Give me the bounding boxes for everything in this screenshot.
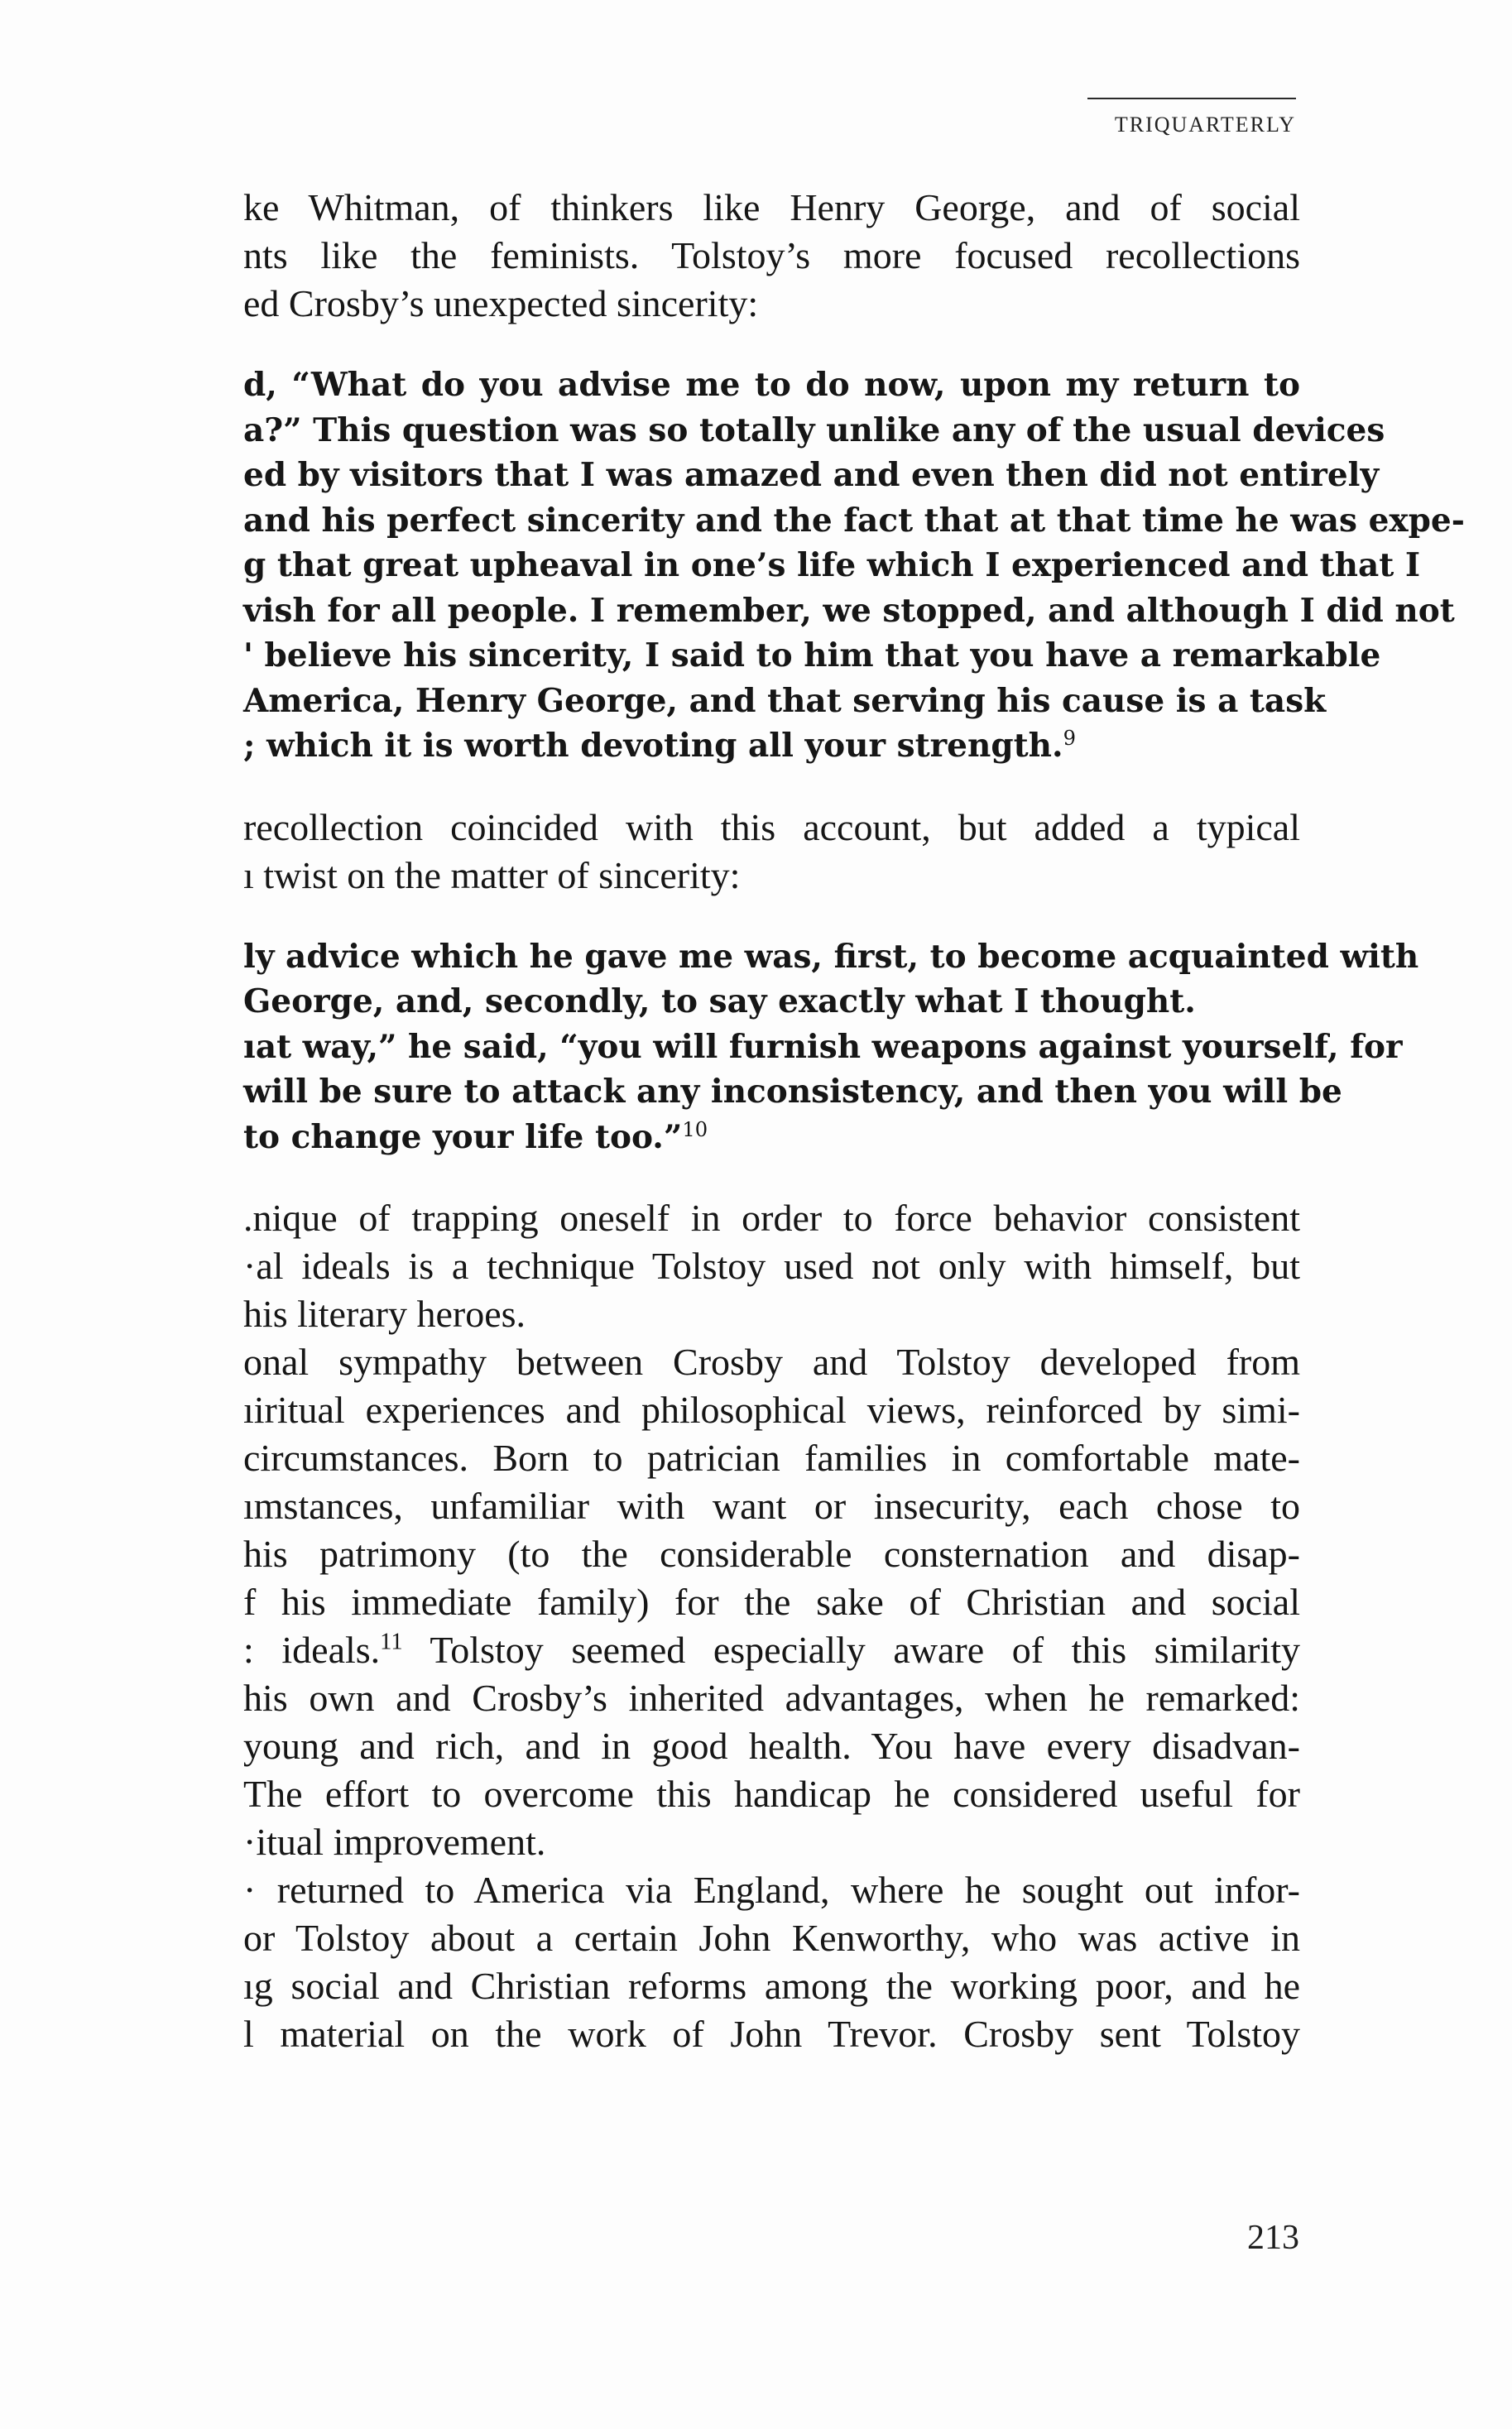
quote-line — [243, 362, 1300, 408]
quote-line — [243, 679, 1327, 724]
quote-line — [243, 633, 1381, 679]
page-header — [1087, 98, 1296, 137]
line-text: ı twist on the matter of sincerity: — [243, 853, 741, 896]
line-text: George, and, secondly, to say exactly what I thought. — [243, 982, 1196, 1020]
quote-line — [243, 979, 1300, 1025]
text-line — [243, 1722, 1300, 1770]
text-line — [243, 280, 1300, 328]
line-text: ·al ideals is a technique Tolstoy used not only with himself, but — [243, 1245, 1300, 1287]
text-line — [243, 1530, 1300, 1578]
line-text: g that great upheaval in one’s life which I experienced and that I — [243, 546, 1421, 584]
text-line — [243, 1770, 1300, 1818]
line-text: ed by visitors that I was amazed and even then did not entirely — [243, 456, 1380, 494]
text-line — [243, 1290, 1300, 1338]
text-line — [243, 1962, 1300, 2010]
text-line — [243, 184, 1300, 232]
body-paragraph — [243, 804, 1300, 900]
line-text: his patrimony (to the considerable consternation and disap- — [243, 1533, 1300, 1575]
text-line — [243, 1818, 1300, 1866]
running-head: TRIQUARTERLY — [1114, 113, 1296, 137]
line-text: ımstances, unfamiliar with want or insecurity, each chose to — [243, 1485, 1300, 1527]
text-line — [243, 1242, 1300, 1290]
text-line — [243, 1338, 1300, 1386]
line-text: ke Whitman, of thinkers like Henry George, and of social — [243, 186, 1300, 228]
block-quote — [243, 362, 1465, 769]
text-line — [243, 1914, 1300, 1962]
line-text: .nique of trapping oneself in order to force behavior consistent — [243, 1197, 1300, 1239]
footnote-marker: 10 — [682, 1117, 708, 1141]
line-text: and his perfect sincerity and the fact that at that time he was expe- — [243, 501, 1465, 540]
text-column — [243, 184, 1465, 2058]
line-text: ıat way,” he said, “you will furnish weapons against yourself, for — [243, 1027, 1403, 1066]
text-line — [243, 1674, 1300, 1722]
line-text: his own and Crosby’s inherited advantages, when he remarked: — [243, 1677, 1300, 1719]
line-text: ıg social and Christian reforms among the working poor, and he — [243, 1965, 1300, 2007]
text-line — [243, 1578, 1300, 1626]
footnote-marker: 11 — [380, 1629, 403, 1655]
quote-line — [243, 934, 1419, 980]
line-text: young and rich, and in good health. You have every disadvan- — [243, 1725, 1300, 1767]
line-text: America, Henry George, and that serving his cause is a task — [243, 681, 1327, 720]
page-number: 213 — [1247, 2219, 1299, 2257]
text-line — [243, 1626, 1300, 1674]
text-line — [243, 852, 1300, 900]
quote-line — [243, 1069, 1342, 1115]
line-text: his literary heroes. — [243, 1293, 526, 1335]
line-text: l material on the work of John Trevor. Crosby sent Tolstoy — [243, 2013, 1300, 2055]
paragraph-gap — [243, 900, 1300, 934]
paragraph-gap — [243, 769, 1300, 804]
text-line — [243, 2010, 1300, 2058]
quote-line — [243, 453, 1380, 498]
line-text: d, “What do you advise me to do now, upon my return to — [243, 366, 1300, 404]
line-text: ' believe his sincerity, I said to him that you have a remarkable — [243, 636, 1381, 674]
line-text: will be sure to attack any inconsistency, and then you will be — [243, 1073, 1342, 1111]
text-line — [243, 804, 1300, 852]
footnote-marker: 9 — [1063, 727, 1076, 750]
quote-line — [243, 1115, 1300, 1160]
body-paragraph — [243, 1194, 1300, 2058]
text-line — [243, 1194, 1300, 1242]
quote-line — [243, 588, 1455, 634]
quote-line — [243, 408, 1385, 454]
line-text: f his immediate family) for the sake of Christian and social — [243, 1581, 1300, 1623]
line-text: ·itual improvement. — [243, 1821, 546, 1863]
paragraph-gap — [243, 328, 1300, 362]
line-text: · returned to America via England, where he sought out infor- — [243, 1869, 1300, 1911]
line-text: The effort to overcome this handicap he considered useful for — [243, 1773, 1300, 1815]
line-text: ıiritual experiences and philosophical views, reinforced by simi- — [243, 1389, 1300, 1431]
line-text: recollection coincided with this account, but added a typical — [243, 805, 1300, 848]
line-text: vish for all people. I remember, we stopped, and although I did not — [243, 591, 1455, 630]
text-line — [243, 1434, 1300, 1482]
line-text: ed Crosby’s unexpected sincerity: — [243, 282, 759, 324]
text-line — [243, 1386, 1300, 1434]
line-text: : ideals. — [243, 1629, 381, 1671]
line-text: to change your life too.” — [243, 1117, 683, 1156]
quote-line — [243, 1025, 1403, 1070]
text-line — [243, 1866, 1300, 1914]
line-text: ly advice which he gave me was, first, to become acquainted with — [243, 937, 1419, 976]
quote-line — [243, 723, 1300, 769]
body-paragraph — [243, 184, 1300, 328]
quote-line — [243, 543, 1421, 588]
line-text: or Tolstoy about a certain John Kenworthy, who was active in — [243, 1917, 1300, 1959]
line-text: a?” This question was so totally unlike any of the usual devices — [243, 410, 1385, 449]
text-line — [243, 232, 1300, 280]
paragraph-gap — [243, 1159, 1300, 1194]
line-text-continued: Tolstoy seemed especially aware of this similarity — [402, 1629, 1301, 1671]
header-rule — [1087, 98, 1296, 99]
line-text: ; which it is worth devoting all your strength. — [243, 727, 1063, 765]
text-line — [243, 1482, 1300, 1530]
line-text: nts like the feminists. Tolstoy’s more focused recollections — [243, 234, 1300, 276]
line-text: circumstances. Born to patrician families in comfortable mate- — [243, 1437, 1300, 1479]
line-text: onal sympathy between Crosby and Tolstoy developed from — [243, 1341, 1300, 1383]
quote-line — [243, 498, 1465, 544]
block-quote — [243, 934, 1419, 1160]
